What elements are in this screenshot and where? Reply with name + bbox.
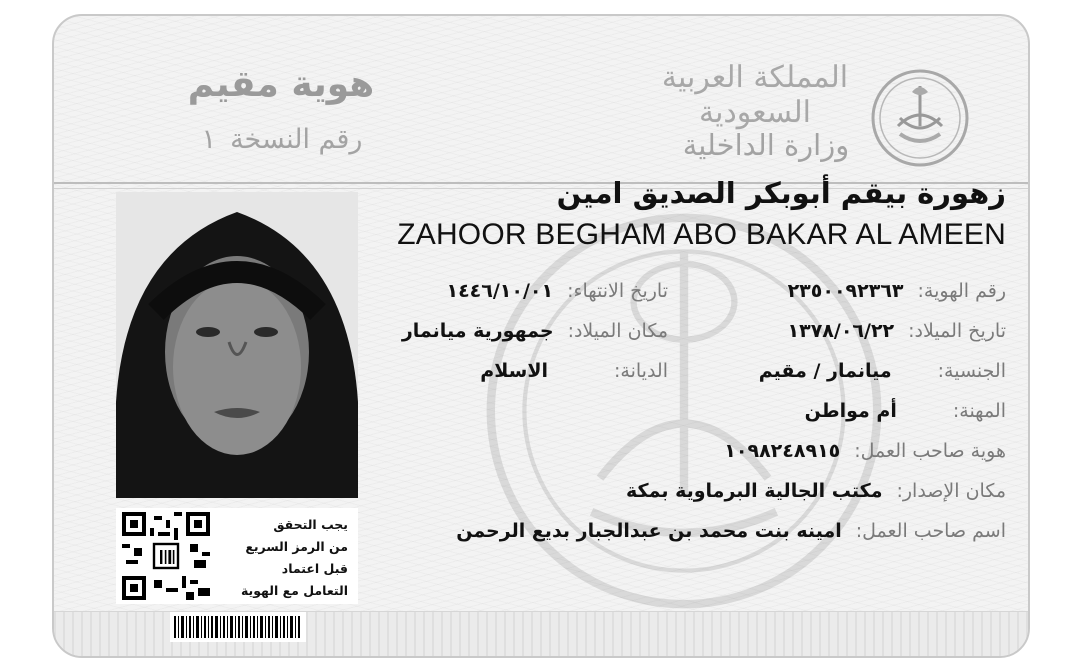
- qr-note-line: التعامل مع الهوية: [240, 583, 348, 598]
- employer-name-field: [456, 520, 1006, 542]
- field-label: مكان الميلاد:: [567, 320, 668, 342]
- field-label: هوية صاحب العمل:: [854, 440, 1006, 462]
- holder-name-english: ZAHOOR BEGHAM ABO BAKAR AL AMEEN: [397, 218, 1006, 251]
- version-row: [182, 124, 382, 155]
- id-number-field: [788, 280, 1006, 302]
- issue-place-field: [626, 480, 1006, 502]
- birth-place-field: [402, 320, 668, 342]
- nationality-field: [759, 360, 1006, 382]
- version-label: رقم النسخة: [230, 124, 363, 155]
- barcode-icon: [170, 612, 306, 642]
- field-label: اسم صاحب العمل:: [855, 520, 1006, 542]
- religion-value: الاسلام: [480, 360, 548, 382]
- field-label: مكان الإصدار:: [896, 480, 1006, 502]
- issue-place-value: مكتب الجالية البرماوية بمكة: [626, 480, 883, 502]
- holder-name-arabic: زهورة بيقم أبوبكر الصديق امين: [556, 176, 1006, 210]
- expiry-value: ١٤٤٦/١٠/٠١: [446, 280, 554, 302]
- occupation-value: أم مواطن: [804, 400, 897, 422]
- qr-verification-note: [222, 514, 348, 602]
- saudi-emblem-icon: [870, 68, 970, 168]
- kingdom-name: المملكة العربية السعودية: [661, 60, 849, 130]
- field-label: تاريخ الانتهاء:: [567, 280, 668, 302]
- occupation-field: [805, 400, 1006, 422]
- birth-date-field: [788, 320, 1007, 342]
- qr-note-line: قبل اعتماد: [281, 561, 348, 576]
- employer-id-field: [724, 440, 1006, 462]
- field-label: الجنسية:: [937, 360, 1006, 382]
- employer-name-value: امينه بنت محمد بن عبدالجبار بديع الرحمن: [456, 520, 842, 542]
- field-label: الديانة:: [614, 360, 668, 382]
- qr-code-icon[interactable]: [122, 512, 210, 600]
- nationality-value: ميانمار / مقيم: [758, 360, 892, 382]
- qr-note-line: يجب التحقق: [273, 517, 348, 532]
- field-label: المهنة:: [952, 400, 1006, 422]
- version-value: ١: [201, 124, 217, 155]
- field-label: تاريخ الميلاد:: [908, 320, 1006, 342]
- id-number-value: ٢٣٥٠٠٩٢٣٦٣: [787, 280, 904, 302]
- field-label: رقم الهوية:: [917, 280, 1006, 302]
- qr-note-line: من الرمز السريع: [245, 539, 348, 554]
- birth-place-value: جمهورية ميانمار: [401, 320, 554, 342]
- religion-field: [480, 360, 668, 382]
- document-title: هوية مقيم: [187, 64, 375, 105]
- expiry-field: [446, 280, 668, 302]
- employer-id-value: ١٠٩٨٢٤٨٩١٥: [724, 440, 841, 462]
- holder-photo: [116, 192, 358, 498]
- birth-date-value: ١٣٧٨/٠٦/٢٢: [787, 320, 895, 342]
- ministry-name: وزارة الداخلية: [682, 128, 850, 162]
